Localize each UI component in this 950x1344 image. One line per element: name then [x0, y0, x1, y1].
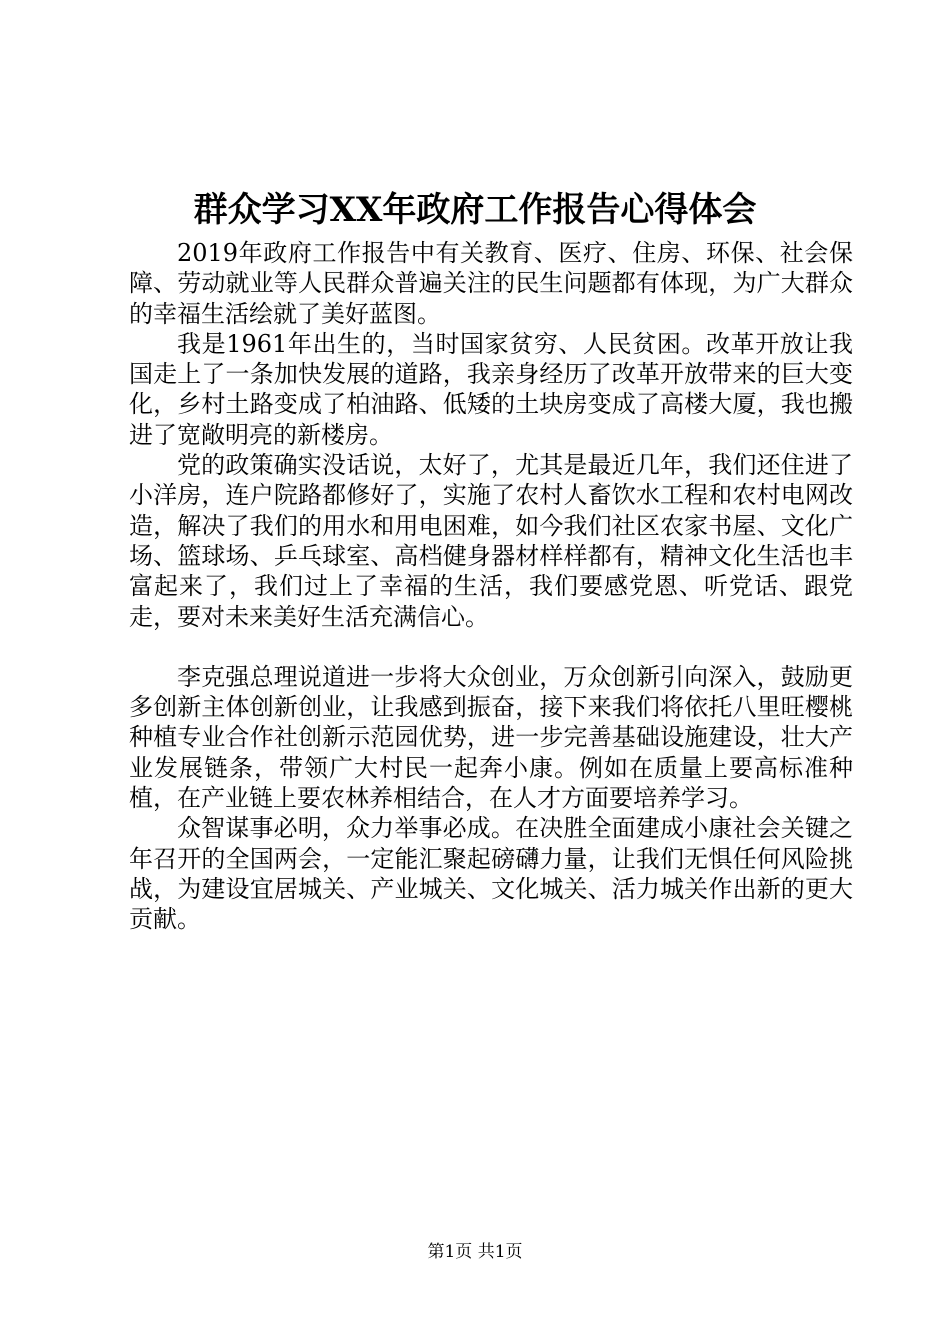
paragraph-4: 李克强总理说道进一步将大众创业，万众创新引向深入，鼓励更多创新主体创新创业，让我感到振奋，接下来我们将依托八里旺樱桃种植专业合作社创新示范园优势，进一步完善基础设施建设，壮大产业发展链条，带领广大村民一起奔小康。例如在质量上要高标准种植，在产业链上要农林养相结合，在人才方面要培养学习。 — [129, 662, 853, 813]
paragraph-2: 我是1961年出生的，当时国家贫穷、人民贫困。改革开放让我国走上了一条加快发展的道路，我亲身经历了改革开放带来的巨大变化，乡村土路变成了柏油路、低矮的土块房变成了高楼大厦，我也搬进了宽敞明亮的新楼房。 — [129, 329, 853, 449]
paragraph-1: 2019年政府工作报告中有关教育、医疗、住房、环保、社会保障、劳动就业等人民群众普遍关注的民生问题都有体现，为广大群众的幸福生活绘就了美好蓝图。 — [129, 239, 853, 328]
paragraph-5: 众智谋事必明，众力举事必成。在决胜全面建成小康社会关键之年召开的全国两会，一定能汇聚起磅礴力量，让我们无惧任何风险挑战，为建设宜居城关、产业城关、文化城关、活力城关作出新的更大贡献。 — [129, 814, 853, 934]
document-body — [129, 238, 853, 935]
page-footer: 第1页 共1页 — [427, 1242, 523, 1262]
document-title: 群众学习XX年政府工作报告心得体会 — [193, 190, 757, 230]
paragraph-3: 党的政策确实没话说，太好了，尤其是最近几年，我们还住进了小洋房，连户院路都修好了，实施了农村人畜饮水工程和农村电网改造，解决了我们的用水和用电困难，如今我们社区农家书屋、文化广场、篮球场、乒乓球室、高档健身器材样样都有，精神文化生活也丰富起来了，我们过上了幸福的生活，我们要感党恩、听党话、跟党走，要对未来美好生活充满信心。 — [129, 451, 853, 631]
